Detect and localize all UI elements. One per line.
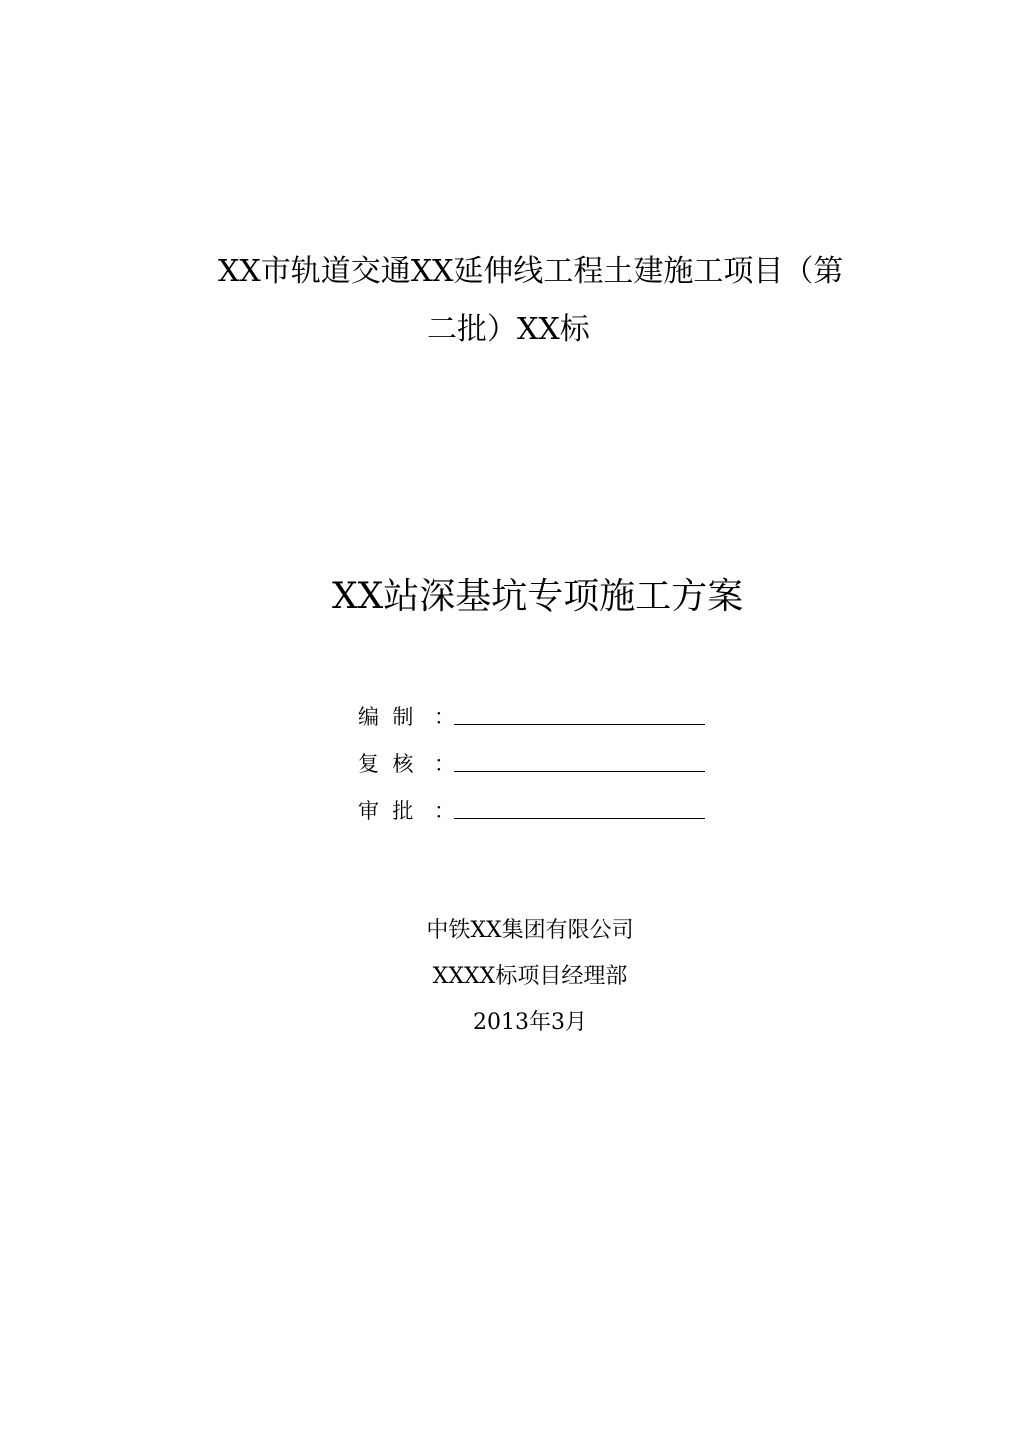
signature-label-compiled: 编 制 bbox=[358, 705, 414, 729]
signature-row-reviewed bbox=[358, 731, 718, 778]
company-name: 中铁XX集团有限公司 bbox=[426, 918, 634, 943]
document-date: 2013年3月 bbox=[473, 1010, 587, 1035]
signature-block bbox=[358, 684, 718, 825]
signature-line-approved bbox=[454, 796, 705, 819]
signature-row-approved bbox=[358, 778, 718, 825]
signature-line-reviewed bbox=[454, 749, 705, 772]
document-title: XX站深基坑专项施工方案 bbox=[332, 576, 744, 617]
signature-colon: ： bbox=[434, 799, 455, 823]
signature-label-approved: 审 批 bbox=[358, 799, 414, 823]
signature-row-compiled bbox=[358, 684, 718, 731]
department-name: XXXX标项目经理部 bbox=[432, 964, 628, 989]
project-title-line-2: 二批）XX标 bbox=[427, 312, 590, 347]
organization-block bbox=[0, 914, 1012, 1052]
signature-line-compiled bbox=[454, 702, 705, 725]
signature-label-reviewed: 复 核 bbox=[358, 752, 414, 776]
signature-colon: ： bbox=[434, 752, 455, 776]
project-title-line-1: XX市轨道交通XX延伸线工程土建施工项目（第 bbox=[218, 254, 844, 289]
signature-colon: ： bbox=[434, 705, 455, 729]
